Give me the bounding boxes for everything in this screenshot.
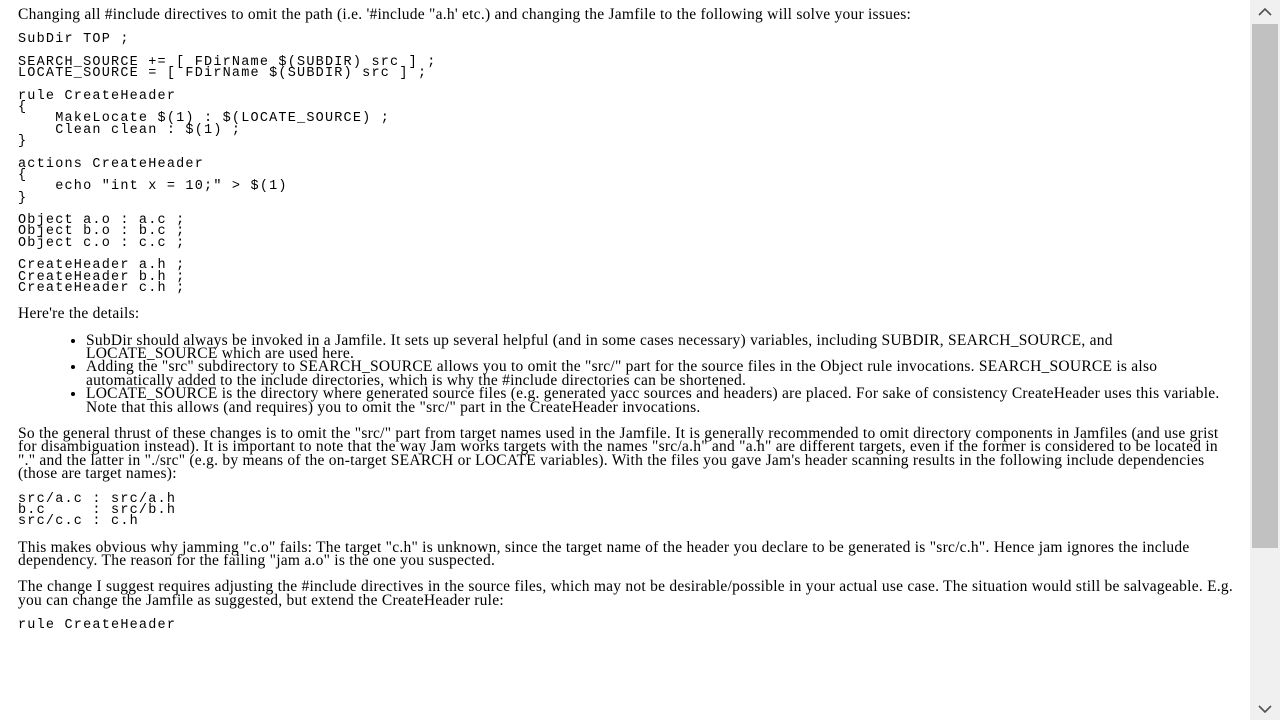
- details-list: [18, 331, 1236, 416]
- list-item: • Adding the "src" subdirectory to SEARCH_SOURCE allows you to omit the "src/" part for the source files in the Object rule invocations. SEARCH_SOURCE is also automatically added to the include directories, which is why the #include directories can be shortened.: [86, 360, 1236, 387]
- scrollbar-thumb[interactable]: [1252, 24, 1278, 548]
- intro-paragraph: Changing all #include directives to omit the path (i.e. '#include "a.h' etc.) and changing the Jamfile to the following will solve your issues:: [18, 8, 912, 23]
- details-heading: Here're the details:: [18, 305, 140, 323]
- chevron-down-icon[interactable]: [1250, 698, 1280, 720]
- vertical-scrollbar[interactable]: [1250, 0, 1280, 720]
- list-item: • SubDir should always be invoked in a Jamfile. It sets up several helpful (and in some cases necessary) variables, including SUBDIR, SEARCH_SOURCE, and LOCATE_SOURCE which are used here.: [86, 334, 1236, 361]
- list-item: • LOCATE_SOURCE is the directory where generated source files (e.g. generated yacc sources and headers) are placed. For sake of consistency CreateHeader uses this variable. Note that this allows (and requires) you to omit the "src/" part in the CreateHeader invocations.: [86, 387, 1236, 414]
- jamfile-code-block: SubDir TOP ; SEARCH_SOURCE += [ FDirName $(SUBDIR) src ] ; LOCATE_SOURCE = [ FDirName $(SUBDIR) src ] ; rule CreateHeader { MakeLocate $(1) : $(LOCATE_SOURCE) ; Clean clean : $(1) ; } actions CreateHeader { echo "int x = 10;" > $(1) } Object a.o : a.c ; Object b.o : b.c ; Object c.o : c.c ; CreateHeader a.h ; CreateHeader b.h ; CreateHeader c.h ;: [18, 32, 437, 296]
- dependencies-code-block: src/a.c : src/a.h b.c : src/b.h src/c.c : c.h: [18, 491, 177, 530]
- chevron-up-icon[interactable]: [1250, 0, 1280, 22]
- obvious-paragraph: This makes obvious why jamming "c.o" fails: The target "c.h" is unknown, since the target name of the header you declare to be generated is "src/c.h". Hence jam ignores the include dependency. The reason for the failing "jam a.o" is the one you suspected.: [18, 538, 1190, 569]
- thrust-paragraph: So the general thrust of these changes is to omit the "src/" part from target names used in the Jamfile. It is generally recommended to omit directory components in Jamfiles (and use grist for disambiguation instead). It is important to note that the way Jam works targets with the names "src/a.h" and "a.h" are different targets, even if the former is considered to be located in "." and the latter in "./src" (e.g. by means of the on-target SEARCH or LOCATE variables). With the files you gave Jam's header scanning results in the following include dependencies (those are target names):: [18, 425, 1219, 483]
- answer-body: [18, 8, 1236, 720]
- rule-code-block: rule CreateHeader: [18, 618, 177, 634]
- change-paragraph: The change I suggest requires adjusting the #include directives in the source files, which may not be desirable/possible in your actual use case. The situation would still be salvageable. E.g. you can change the Jamfile as suggested, but extend the CreateHeader rule:: [18, 578, 1234, 609]
